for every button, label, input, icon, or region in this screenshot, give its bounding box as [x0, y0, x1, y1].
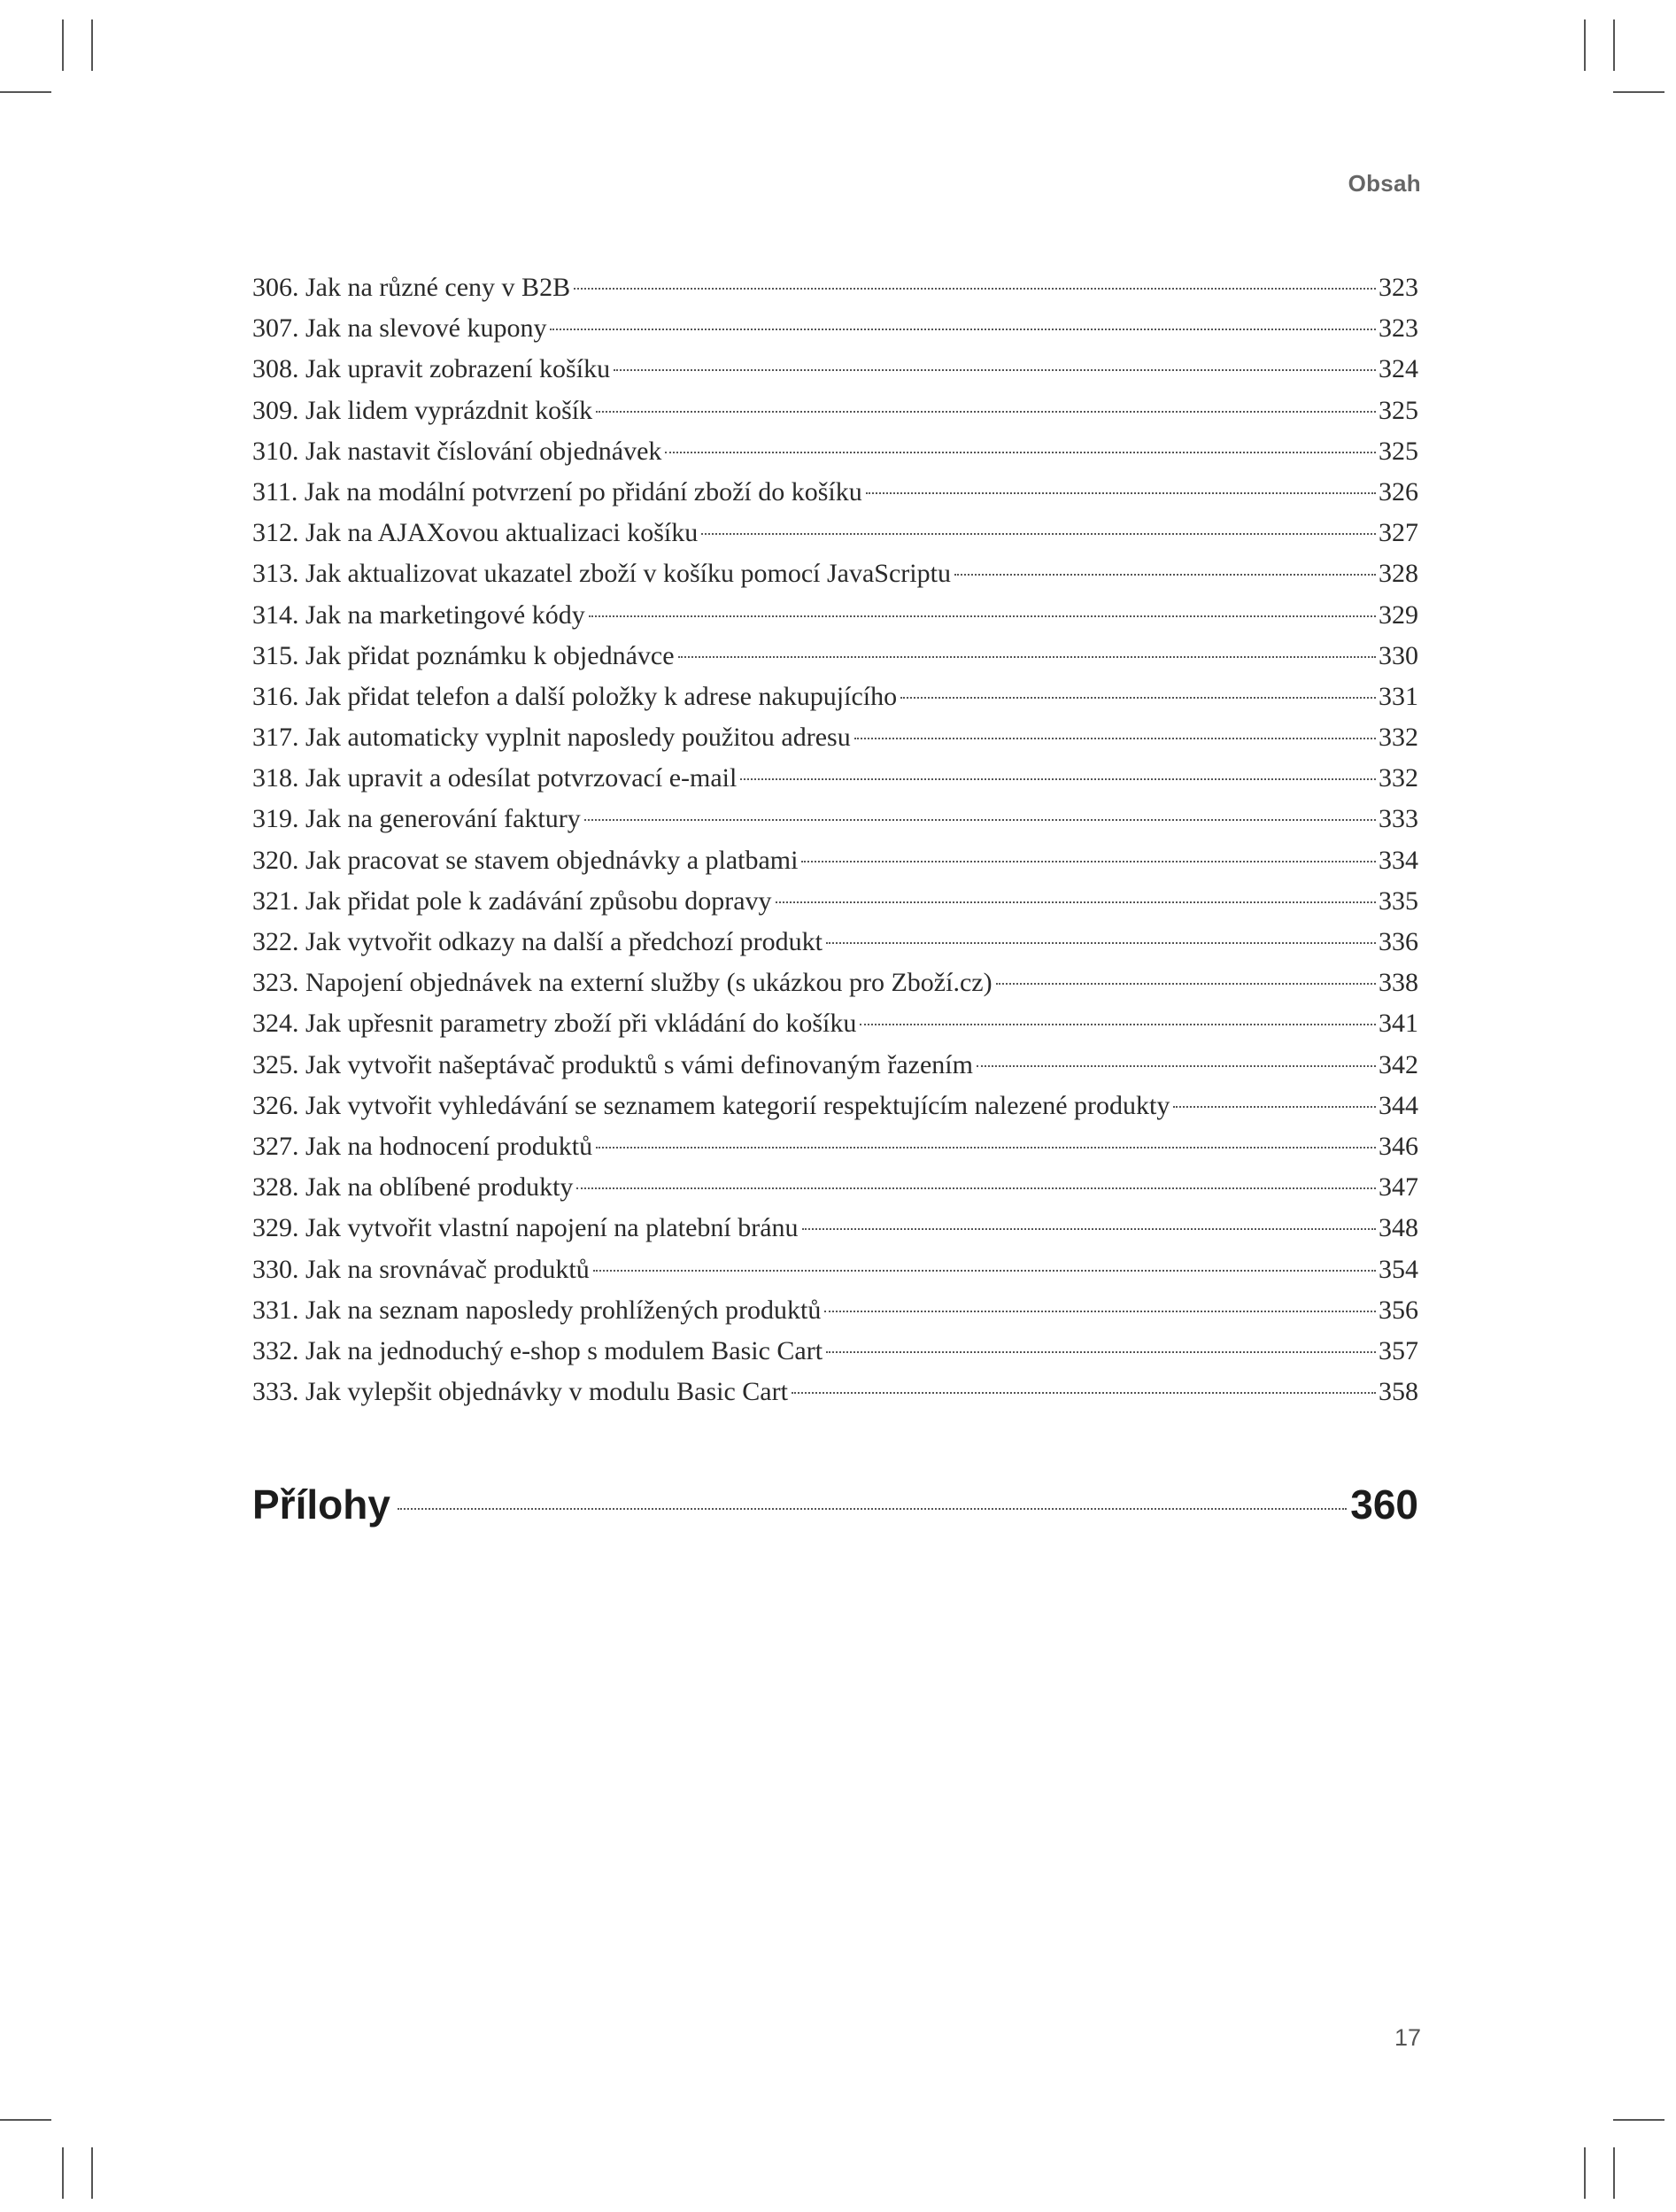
toc-entry-page: 332	[1379, 723, 1418, 753]
toc-entry[interactable]	[252, 1290, 1418, 1331]
toc-entry-page: 338	[1379, 968, 1418, 998]
dot-leader	[574, 288, 1376, 290]
dot-leader	[854, 738, 1376, 739]
crop-mark	[91, 2147, 93, 2199]
dot-leader	[826, 1351, 1376, 1353]
toc-entry-page: 323	[1379, 313, 1418, 344]
toc-entry-title: 326. Jak vytvořit vyhledávání se seznamem kategorií respektujícím nalezené produkty	[252, 1090, 1170, 1120]
toc-entry-page: 323	[1379, 273, 1418, 302]
toc-entry-title: 309. Jak lidem vyprázdnit košík	[252, 395, 593, 425]
toc-entry[interactable]	[252, 1086, 1418, 1126]
dot-leader	[776, 901, 1376, 903]
dot-leader	[614, 369, 1376, 371]
toc-entry[interactable]	[252, 308, 1418, 349]
toc-entry[interactable]	[252, 431, 1418, 472]
toc-entry-page: 348	[1379, 1213, 1418, 1243]
crop-mark	[1613, 19, 1615, 71]
toc-entry-title: 316. Jak přidat telefon a další položky k adrese nakupujícího	[252, 681, 898, 711]
toc-entry-title: 310. Jak nastavit číslování objednávek	[252, 436, 662, 466]
dot-leader	[596, 1147, 1376, 1149]
toc-entry[interactable]	[252, 595, 1418, 636]
toc-entry-page: 332	[1379, 763, 1418, 793]
toc-entry-page: 331	[1379, 681, 1418, 711]
toc-entry[interactable]	[252, 1167, 1418, 1208]
toc-entry[interactable]	[252, 1249, 1418, 1290]
toc-entry-title: 325. Jak vytvořit našeptávač produktů s vámi definovaným řazením	[252, 1049, 973, 1079]
dot-leader	[792, 1392, 1376, 1394]
toc-entry-title: 330. Jak na srovnávač produktů	[252, 1254, 590, 1284]
toc-entry[interactable]	[252, 758, 1418, 799]
dot-leader	[593, 1270, 1376, 1272]
toc-entry-page: 333	[1379, 804, 1418, 834]
toc-entry-title: 319. Jak na generování faktury	[252, 804, 581, 834]
crop-mark	[1613, 2147, 1615, 2199]
toc-entry[interactable]	[252, 963, 1418, 1003]
dot-leader	[824, 1311, 1376, 1312]
toc-entry-page: 326	[1379, 476, 1418, 507]
toc-entry[interactable]	[252, 1372, 1418, 1412]
crop-mark	[62, 2147, 64, 2199]
toc-entry-title: 320. Jak pracovat se stavem objednávky a platbami	[252, 845, 799, 875]
toc-entry-title: 308. Jak upravit zobrazení košíku	[252, 354, 611, 384]
toc-entry[interactable]	[252, 1045, 1418, 1086]
toc-entry[interactable]	[252, 881, 1418, 922]
dot-leader	[589, 615, 1376, 617]
toc-entry-title: 317. Jak automaticky vyplnit naposledy použitou adresu	[252, 723, 851, 753]
toc-entry-page: 325	[1379, 436, 1418, 466]
dot-leader	[977, 1065, 1376, 1067]
toc-entry-title: 314. Jak na marketingové kódy	[252, 599, 585, 630]
toc-entry-page: 334	[1379, 845, 1418, 875]
toc-entry-page: 328	[1379, 559, 1418, 589]
toc-entry-page: 330	[1379, 640, 1418, 670]
dot-leader	[584, 819, 1376, 821]
toc-entry-page: 344	[1379, 1090, 1418, 1120]
toc-entry-page: 358	[1379, 1377, 1418, 1407]
dot-leader	[866, 492, 1376, 494]
toc-entry-title: 333. Jak vylepšit objednávky v modulu Basic Cart	[252, 1377, 788, 1407]
toc-entry-title: 311. Jak na modální potvrzení po přidání zboží do košíku	[252, 476, 862, 507]
dot-leader	[860, 1024, 1376, 1025]
dot-leader	[665, 452, 1376, 453]
toc-entry-title: 328. Jak na oblíbené produkty	[252, 1172, 574, 1203]
dot-leader	[596, 411, 1376, 413]
toc-entry-page: 325	[1379, 395, 1418, 425]
toc-entry[interactable]	[252, 349, 1418, 390]
dot-leader	[996, 983, 1376, 985]
dot-leader	[900, 697, 1376, 699]
toc-entry[interactable]	[252, 472, 1418, 513]
toc-entry-page: 327	[1379, 518, 1418, 548]
toc-entry[interactable]	[252, 922, 1418, 963]
toc-entry-title: 327. Jak na hodnocení produktů	[252, 1131, 593, 1161]
appendix-page: 360	[1350, 1481, 1418, 1528]
toc-entry[interactable]	[252, 553, 1418, 594]
toc-entry-title: 331. Jak na seznam naposledy prohlížených produktů	[252, 1295, 822, 1325]
toc-entry[interactable]	[252, 717, 1418, 758]
crop-mark	[1584, 2147, 1586, 2199]
table-of-contents	[252, 267, 1418, 1412]
toc-entry-page: 336	[1379, 927, 1418, 956]
toc-entry-page: 342	[1379, 1049, 1418, 1079]
crop-mark	[62, 19, 64, 71]
toc-entry-title: 318. Jak upravit a odesílat potvrzovací e-mail	[252, 763, 738, 793]
page-number: 17	[1394, 2024, 1421, 2051]
toc-entry[interactable]	[252, 391, 1418, 431]
toc-entry-title: 329. Jak vytvořit vlastní napojení na platební bránu	[252, 1213, 799, 1243]
toc-entry-title: 306. Jak na různé ceny v B2B	[252, 273, 571, 302]
appendix-entry[interactable]	[252, 1481, 1418, 1528]
appendix-title: Přílohy	[252, 1481, 390, 1528]
toc-entry-title: 332. Jak na jednoduchý e-shop s modulem Basic Cart	[252, 1335, 823, 1365]
toc-entry-title: 324. Jak upřesnit parametry zboží při vkládání do košíku	[252, 1009, 857, 1039]
toc-entry[interactable]	[252, 1331, 1418, 1372]
toc-entry-page: 341	[1379, 1009, 1418, 1039]
dot-leader	[1173, 1106, 1376, 1108]
dot-leader	[678, 656, 1376, 658]
toc-entry[interactable]	[252, 840, 1418, 881]
toc-entry-title: 312. Jak na AJAXovou aktualizaci košíku	[252, 518, 699, 548]
running-head: Obsah	[1348, 170, 1421, 197]
toc-entry[interactable]	[252, 267, 1418, 308]
toc-entry-title: 315. Jak přidat poznámku k objednávce	[252, 640, 675, 670]
crop-mark	[1613, 91, 1664, 93]
toc-entry[interactable]	[252, 1126, 1418, 1167]
dot-leader	[398, 1508, 1347, 1510]
toc-entry-title: 307. Jak na slevové kupony	[252, 313, 547, 344]
crop-mark	[0, 91, 51, 93]
dot-leader	[954, 574, 1376, 576]
toc-entry-page: 329	[1379, 599, 1418, 630]
dot-leader	[801, 861, 1376, 862]
toc-entry-title: 321. Jak přidat pole k zadávání způsobu dopravy	[252, 886, 772, 916]
dot-leader	[550, 329, 1376, 330]
crop-mark	[1613, 2119, 1664, 2121]
crop-mark	[91, 19, 93, 71]
toc-entry[interactable]	[252, 799, 1418, 839]
toc-entry[interactable]	[252, 1208, 1418, 1249]
dot-leader	[701, 533, 1376, 535]
crop-mark	[0, 2119, 51, 2121]
dot-leader	[802, 1228, 1376, 1230]
toc-entry-page: 347	[1379, 1172, 1418, 1203]
toc-entry[interactable]	[252, 513, 1418, 553]
toc-entry-title: 323. Napojení objednávek na externí služby (s ukázkou pro Zboží.cz)	[252, 968, 992, 998]
toc-entry-title: 322. Jak vytvořit odkazy na další a předchozí produkt	[252, 927, 823, 956]
dot-leader	[740, 778, 1376, 780]
toc-entry[interactable]	[252, 677, 1418, 717]
toc-entry[interactable]	[252, 1003, 1418, 1044]
crop-mark	[1584, 19, 1586, 71]
toc-entry-page: 324	[1379, 354, 1418, 384]
toc-entry-page: 335	[1379, 886, 1418, 916]
toc-entry-title: 313. Jak aktualizovat ukazatel zboží v košíku pomocí JavaScriptu	[252, 559, 951, 589]
dot-leader	[826, 942, 1376, 944]
toc-entry[interactable]	[252, 636, 1418, 677]
toc-entry-page: 357	[1379, 1335, 1418, 1365]
toc-entry-page: 354	[1379, 1254, 1418, 1284]
dot-leader	[576, 1187, 1376, 1189]
toc-entry-page: 346	[1379, 1131, 1418, 1161]
toc-entry-page: 356	[1379, 1295, 1418, 1325]
